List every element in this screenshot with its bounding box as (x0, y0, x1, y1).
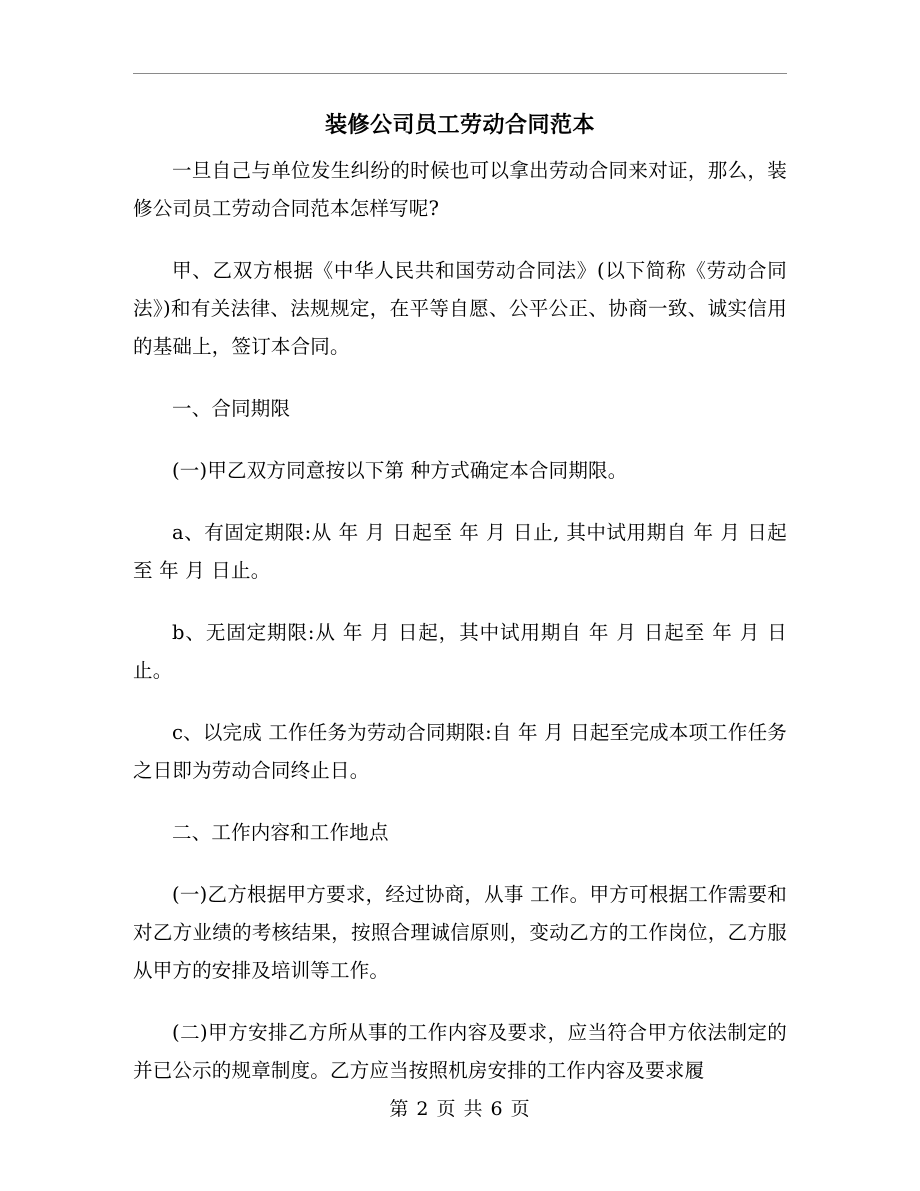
clause-term-open-ended: b、无固定期限:从 年 月 日起，其中试用期自 年 月 日起至 年 月 日止。 (133, 621, 787, 682)
document-title: 装修公司员工劳动合同范本 (324, 112, 595, 138)
header-rule (133, 73, 787, 74)
section-heading-work-content: 二、工作内容和工作地点 (172, 821, 389, 844)
clause-term-task-based: c、以完成 工作任务为劳动合同期限:自 年 月 日起至完成本项工作任务之日即为劳动合同终止日。 (133, 721, 787, 782)
document-body (133, 152, 787, 1114)
clause-term-fixed: a、有固定期限:从 年 月 日起至 年 月 日止, 其中试用期自 年 月 日起至 年 月 日止。 (133, 521, 787, 582)
section-heading-contract-term: 一、合同期限 (172, 397, 291, 420)
paragraph-intro: 一旦自己与单位发生纠纷的时候也可以拿出劳动合同来对证，那么，装修公司员工劳动合同范本怎样写呢? (133, 159, 787, 220)
page-number: 第 2 页 共 6 页 (389, 1098, 531, 1120)
paragraph-preamble: 甲、乙双方根据《中华人民共和国劳动合同法》(以下简称《劳动合同法》)和有关法律、法规规定，在平等自愿、公平公正、协商一致、诚实信用的基础上，签订本合同。 (133, 259, 787, 358)
clause-work-requirements: (二)甲方安排乙方所从事的工作内容及要求，应当符合甲方依法制定的并已公示的规章制度。乙方应当按照机房安排的工作内容及要求履 (133, 1021, 787, 1082)
clause-work-assignment: (一)乙方根据甲方要求，经过协商，从事 工作。甲方可根据工作需要和对乙方业绩的考核结果，按照合理诚信原则，变动乙方的工作岗位，乙方服从甲方的安排及培训等工作。 (133, 883, 787, 982)
clause-term-method: (一)甲乙双方同意按以下第 种方式确定本合同期限。 (172, 459, 628, 482)
